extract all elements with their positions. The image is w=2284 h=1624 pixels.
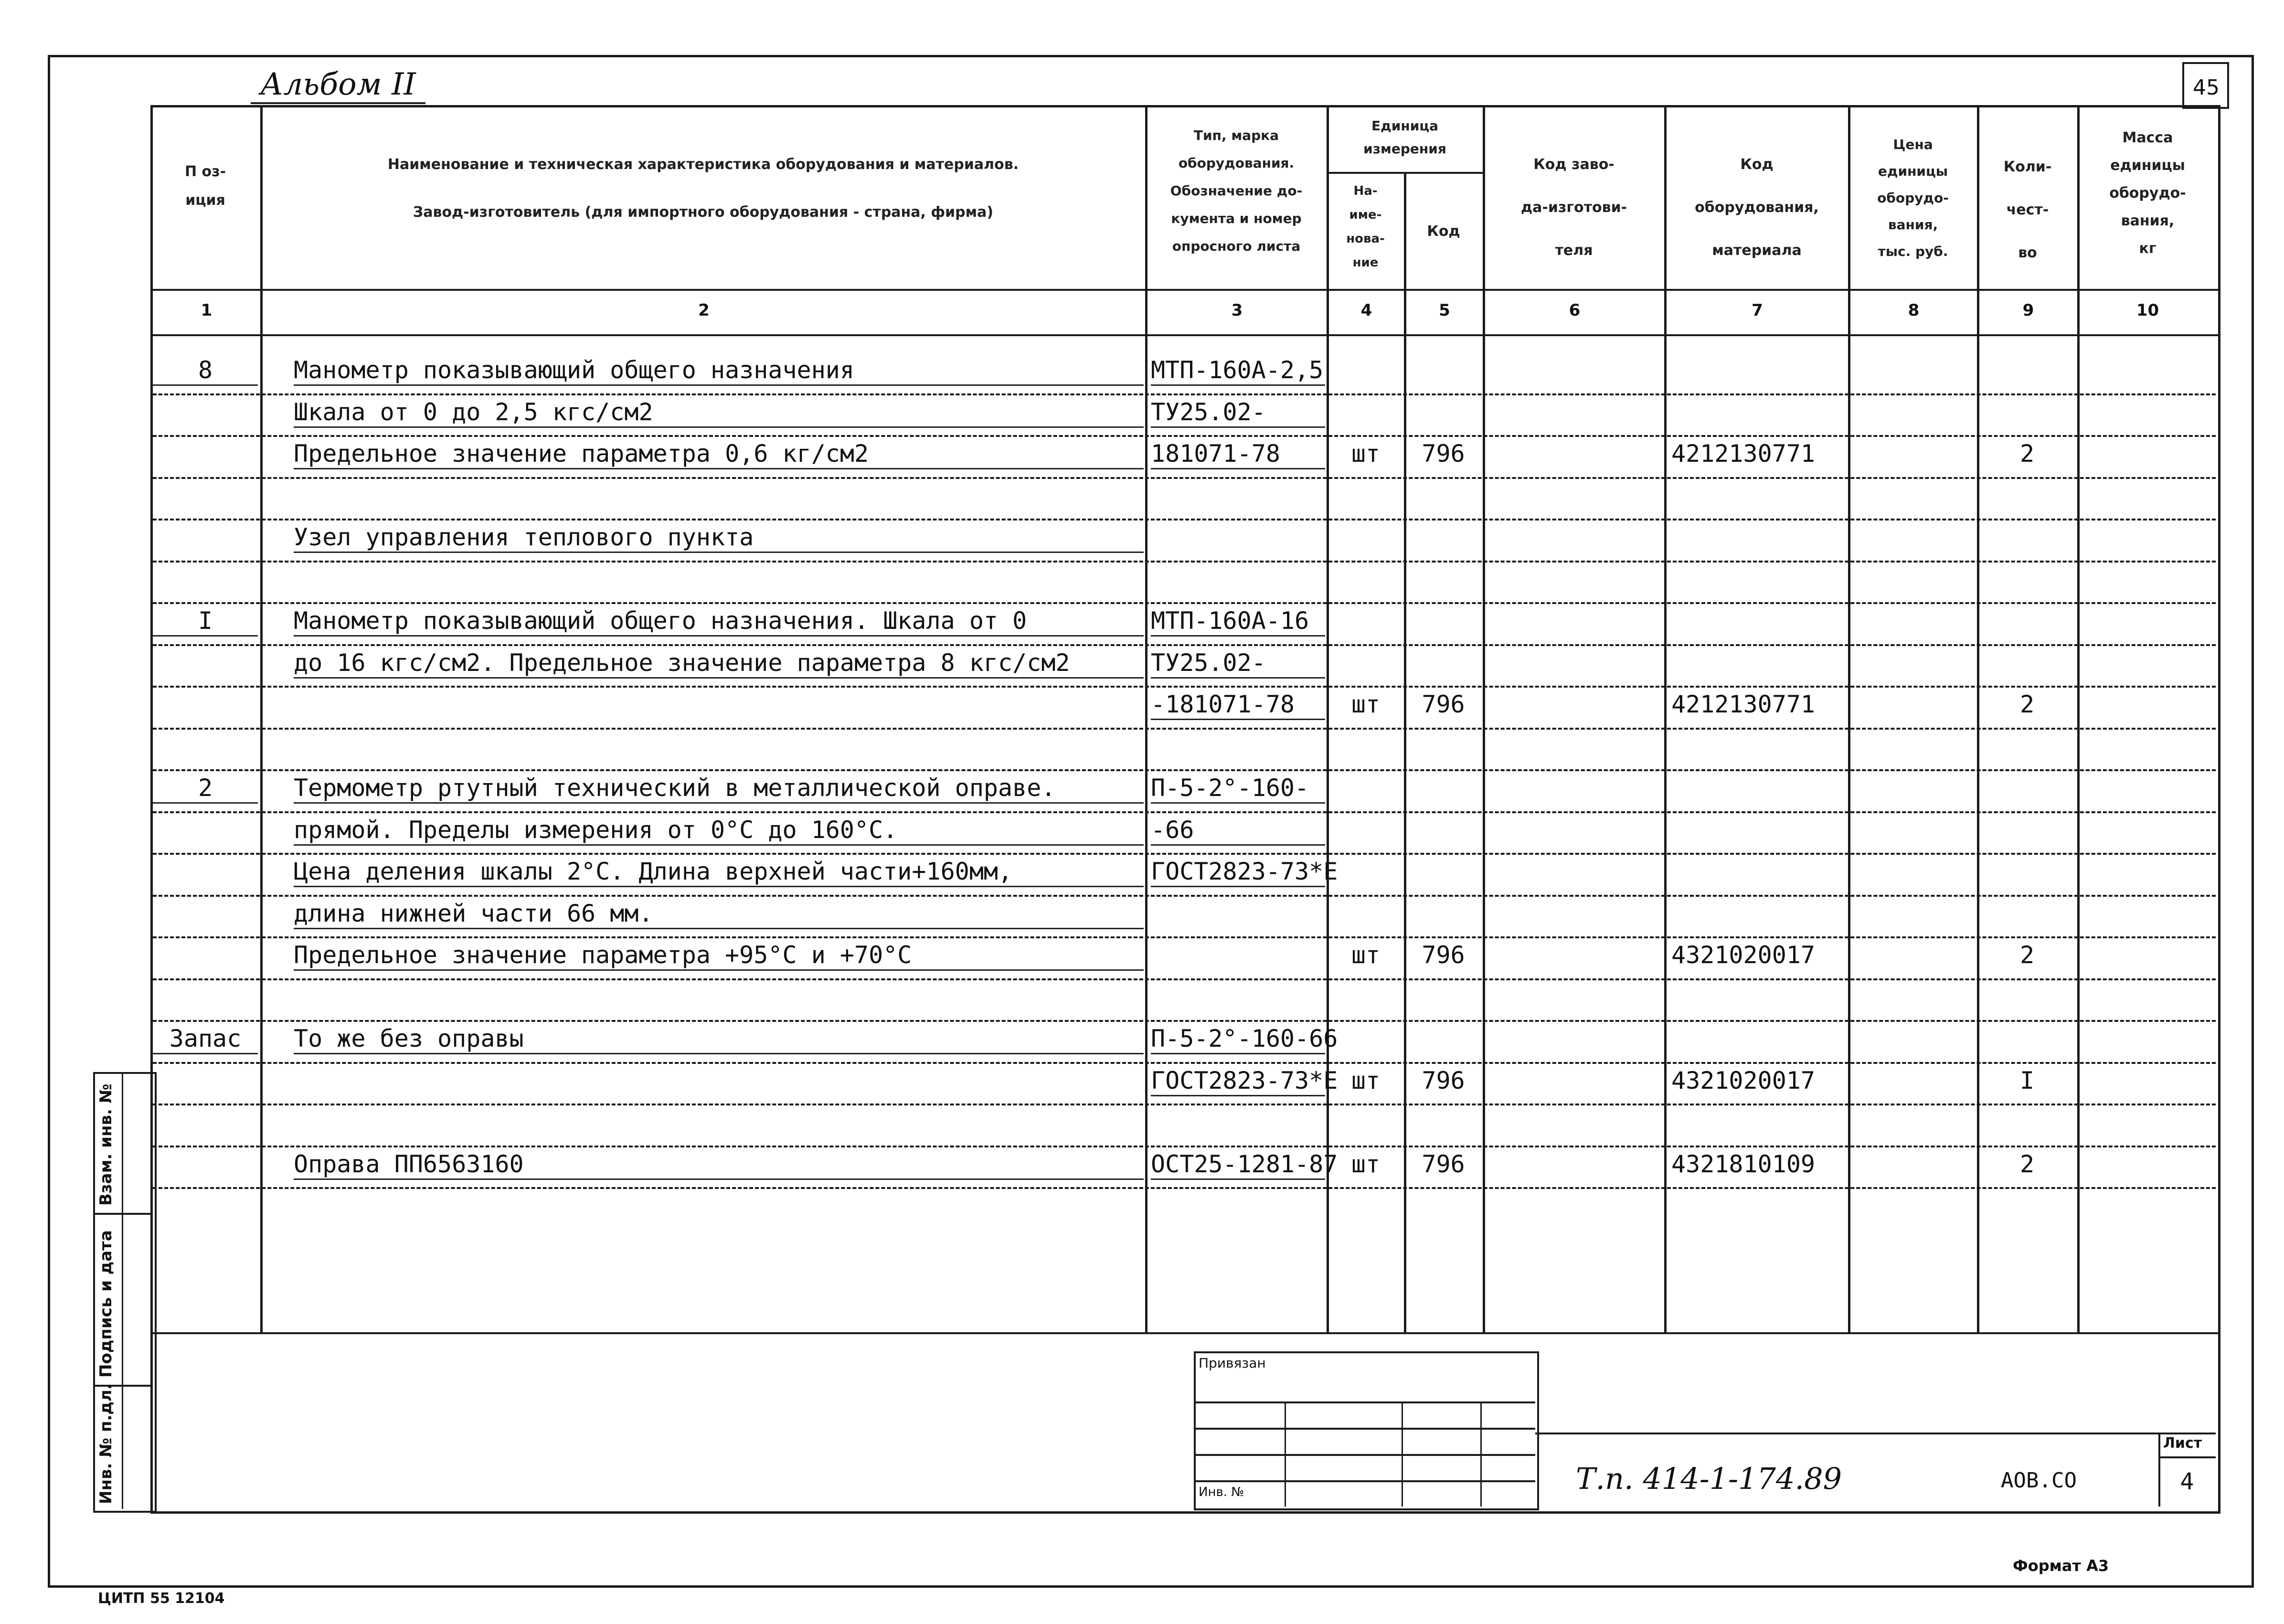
row-code: 796 [1422, 440, 1465, 467]
row-separator [153, 769, 2216, 771]
row-type: -181071-78 [1151, 690, 1325, 720]
approval-inv-label: Инв. № [1199, 1485, 1244, 1499]
row-name: Узел управления теплового пункта [294, 523, 1144, 553]
row-separator [153, 895, 2216, 897]
row-name: до 16 кгс/см2. Предельное значение параметра 8 кгс/см2 [294, 648, 1144, 679]
row-name: Шкала от 0 до 2,5 кгс/см2 [294, 398, 1144, 428]
sheet-number: 4 [2180, 1468, 2194, 1495]
row-unit: шт [1351, 440, 1381, 467]
row-qty: I [2019, 1066, 2035, 1094]
row-separator [153, 519, 2216, 520]
colnum-bottom [150, 334, 2218, 336]
row-unit: шт [1351, 690, 1381, 718]
row-separator [153, 1187, 2216, 1189]
row-qty: 2 [2019, 1150, 2035, 1178]
row-separator [153, 644, 2216, 646]
colnum-8: 8 [1908, 301, 1920, 320]
row-type: МТП-160А-2,5 [1151, 356, 1325, 386]
row-equip: 4321020017 [1671, 941, 1816, 969]
side-label-sign: Подпись и дата [96, 1230, 116, 1378]
colnum-1: 1 [201, 301, 212, 320]
row-unit: шт [1351, 941, 1381, 969]
approval-line-4 [1194, 1480, 1535, 1482]
header-mass: Масса единицы оборудо- вания, кг [2109, 129, 2186, 257]
header-price: Цена единицы оборудо- вания, тыс. руб. [1877, 137, 1949, 259]
row-pos: 2 [153, 774, 258, 804]
header-qty: Коли- чест- во [2003, 159, 2052, 261]
row-type: ТУ25.02- [1151, 398, 1325, 428]
row-separator [153, 602, 2216, 604]
row-type: -66 [1151, 816, 1325, 846]
header-name-line2: Завод-изготовитель (для импортного оборудования - страна, фирма) [413, 204, 994, 221]
row-type: МТП-160А-16 [1151, 606, 1325, 637]
header-type: Тип, марка оборудования. Обозначение до- кумента и номер опросного листа [1170, 127, 1303, 254]
side-label-inv: Инв. № п.дл. [96, 1383, 116, 1504]
row-equip: 4321810109 [1671, 1150, 1816, 1178]
table-bottom [150, 1332, 2218, 1334]
header-bottom [150, 289, 2218, 291]
row-pos: 8 [153, 356, 258, 386]
colnum-6: 6 [1569, 301, 1581, 320]
title-top-line [1535, 1433, 2216, 1434]
row-separator [153, 477, 2216, 479]
row-separator [153, 561, 2216, 563]
colnum-4: 4 [1360, 301, 1372, 320]
approval-block [1194, 1351, 1539, 1510]
doc-code: Т.п. 414-1-174.89 [1576, 1461, 1842, 1496]
side-label-vzam: Взам. инв. № [96, 1083, 116, 1206]
format-label: Формат А3 [2013, 1557, 2109, 1575]
approval-vline-3 [1480, 1401, 1482, 1507]
row-name: Манометр показывающий общего назначения. Шкала от 0 [294, 606, 1144, 637]
row-type: П-5-2°-160-66 [1151, 1024, 1325, 1054]
row-separator [153, 978, 2216, 980]
approval-vline-1 [1285, 1401, 1286, 1507]
row-unit: шт [1351, 1150, 1381, 1178]
colnum-3: 3 [1231, 301, 1243, 320]
row-name: длина нижней части 66 мм. [294, 899, 1144, 929]
row-separator [153, 1104, 2216, 1105]
row-pos: Запас [153, 1024, 258, 1054]
row-separator [153, 393, 2216, 395]
row-separator [153, 811, 2216, 813]
sheet-box-split [2158, 1456, 2216, 1458]
page-number: 45 [2193, 75, 2220, 100]
row-name: прямой. Пределы измерения от 0°С до 160°С. [294, 816, 1144, 846]
row-pos: I [153, 606, 258, 637]
doc-suffix: АОВ.СО [2001, 1468, 2077, 1493]
album-label: Альбом II [251, 67, 425, 104]
header-unit-code: Код [1427, 223, 1460, 240]
row-qty: 2 [2019, 690, 2035, 718]
row-type: ТУ25.02- [1151, 648, 1325, 679]
row-type: ОСТ25-1281-87 [1151, 1150, 1325, 1180]
row-qty: 2 [2019, 941, 2035, 969]
header-equip-code: Код оборудования, материала [1695, 156, 1819, 259]
row-separator [153, 1146, 2216, 1147]
row-name: Цена деления шкалы 2°С. Длина верхней части+160мм, [294, 857, 1144, 887]
row-name: Предельное значение параметра +95°С и +70°С [294, 941, 1144, 971]
sheet-label: Лист [2163, 1435, 2202, 1452]
header-unit-name: На- име- нова- ние [1346, 184, 1385, 270]
row-name: Предельное значение параметра 0,6 кг/см2 [294, 439, 1144, 469]
row-type: ГОСТ2823-73*Е [1151, 1066, 1325, 1096]
approval-label: Привязан [1199, 1355, 1266, 1371]
colnum-5: 5 [1439, 301, 1450, 320]
row-name: То же без оправы [294, 1024, 1144, 1054]
row-equip: 4212130771 [1671, 690, 1816, 718]
row-type: 181071-78 [1151, 439, 1325, 469]
row-separator [153, 936, 2216, 938]
row-code: 796 [1422, 941, 1465, 969]
row-type: П-5-2°-160- [1151, 774, 1325, 804]
row-name: Оправа ПП6563160 [294, 1150, 1144, 1180]
printer-stamp: ЦИТП 55 12104 [98, 1590, 225, 1607]
approval-line-3 [1194, 1454, 1535, 1456]
colnum-7: 7 [1752, 301, 1763, 320]
row-code: 796 [1422, 1066, 1465, 1094]
row-separator [153, 728, 2216, 730]
row-separator [153, 686, 2216, 688]
row-type: ГОСТ2823-73*Е [1151, 857, 1325, 887]
row-code: 796 [1422, 690, 1465, 718]
row-equip: 4212130771 [1671, 440, 1816, 467]
header-factory-code: Код заво- да-изготови- теля [1520, 156, 1627, 259]
colnum-10: 10 [2136, 301, 2159, 320]
row-separator [153, 1020, 2216, 1022]
row-separator [153, 435, 2216, 437]
side-stamp-vline [122, 1072, 123, 1509]
row-qty: 2 [2019, 440, 2035, 467]
row-code: 796 [1422, 1150, 1465, 1178]
approval-vline-2 [1402, 1401, 1403, 1507]
header-unit-group: Единица измерения [1363, 118, 1446, 157]
row-unit: шт [1351, 1066, 1381, 1094]
header-pos: П оз- иция [184, 163, 226, 209]
header-name-line1: Наименование и техническая характеристика оборудования и материалов. [387, 156, 1019, 173]
colnum-9: 9 [2022, 301, 2034, 320]
approval-line-2 [1194, 1428, 1535, 1430]
row-separator [153, 853, 2216, 855]
side-stamp-split-1 [93, 1213, 153, 1215]
row-name: Манометр показывающий общего назначения [294, 356, 1144, 386]
row-separator [153, 1062, 2216, 1064]
row-equip: 4321020017 [1671, 1066, 1816, 1094]
colnum-2: 2 [698, 301, 710, 320]
approval-line-1 [1194, 1401, 1535, 1403]
header-unit-split [1327, 172, 1483, 174]
row-name: Термометр ртутный технический в металлической оправе. [294, 774, 1144, 804]
